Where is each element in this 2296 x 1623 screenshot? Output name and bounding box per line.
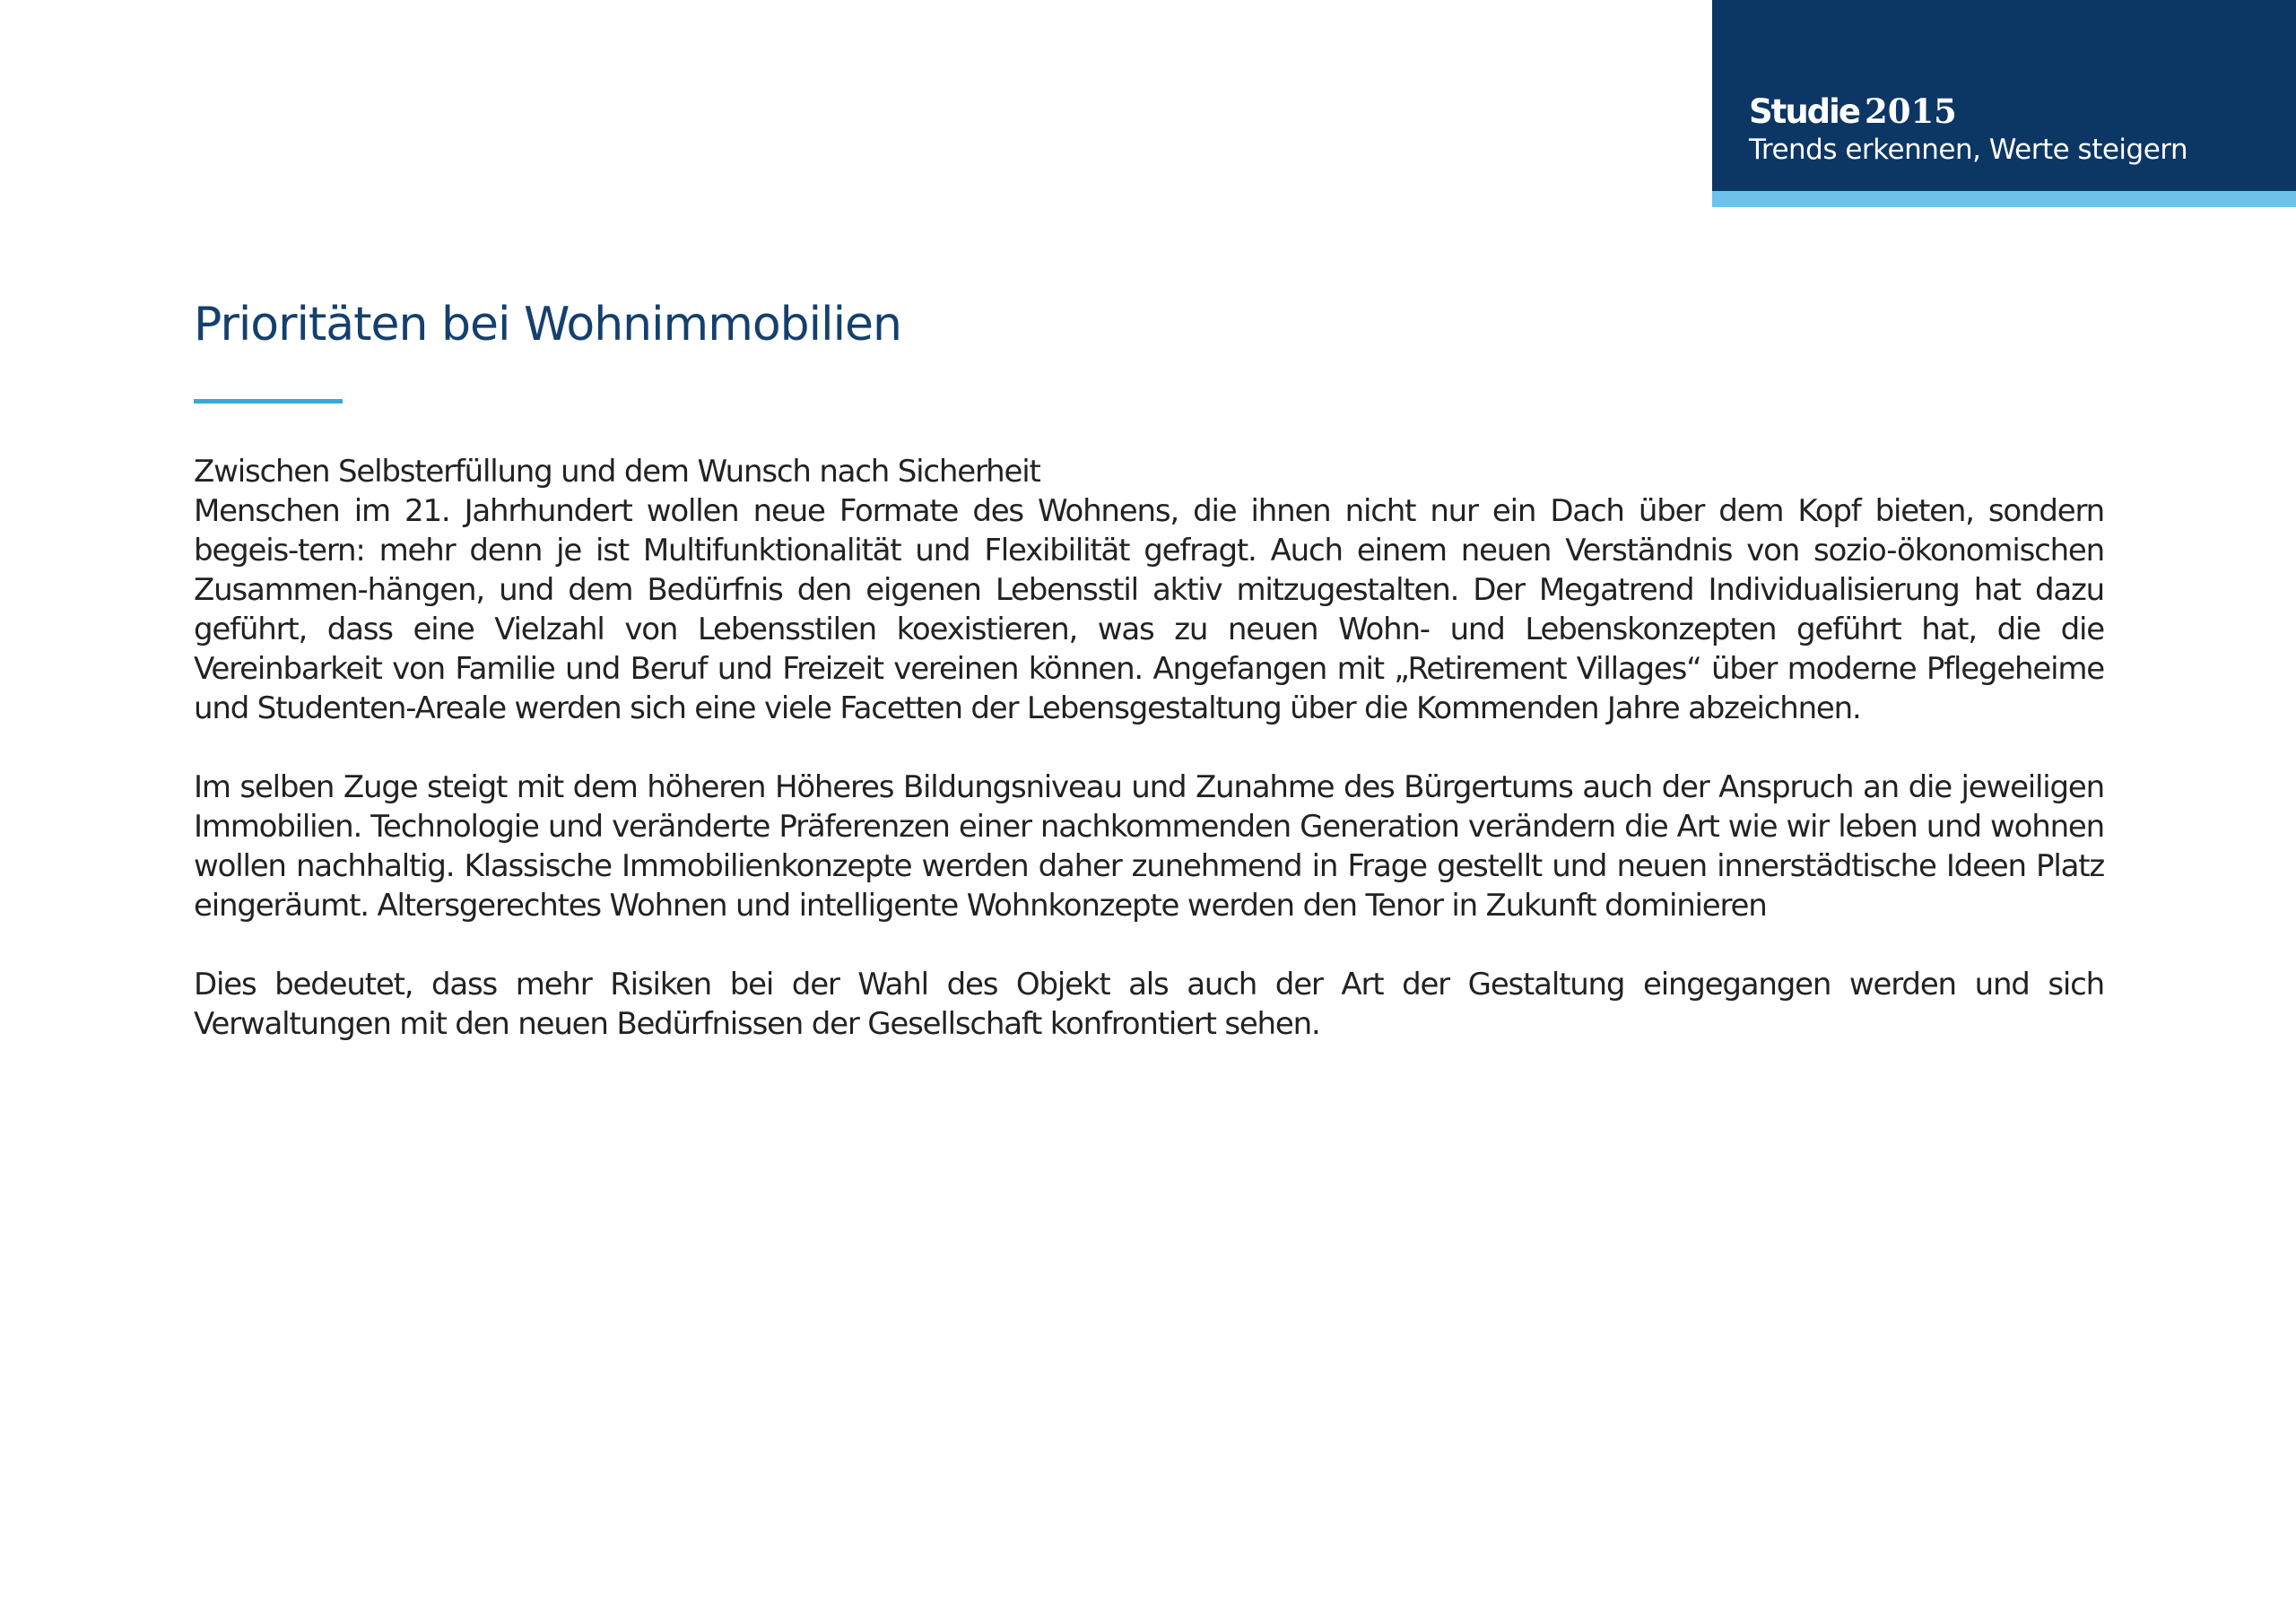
paragraph-3: Dies bedeutet, dass mehr Risiken bei der Wahl des Objekt als auch der Art der Gestaltung eingegangen werden und sich Verwaltungen mit den neuen Bedürfnissen der Gesellschaft konfrontiert sehen.	[194, 967, 2104, 1042]
study-year: 2015	[1864, 91, 1957, 131]
study-word: Studie	[1749, 92, 1859, 131]
page-title: Prioritäten bei Wohnimmobilien	[194, 298, 901, 352]
title-underline	[194, 399, 343, 404]
body-text	[194, 452, 2104, 1044]
section-subheading: Zwischen Selbsterfüllung und dem Wunsch nach Sicherheit	[194, 454, 1040, 490]
paragraph-1: Menschen im 21. Jahrhundert wollen neue Formate des Wohnens, die ihnen nicht nur ein Dach über dem Kopf bieten, sondern begeis-tern: mehr denn je ist Multifunktionalität und Flexibilität gefragt. Auch einem neuen Verständnis von sozio-ökonomischen Zusammen-hängen, und dem Bedürfnis den eigenen Lebensstil aktiv mitzugestalten. Der Megatrend Individualisierung hat dazu geführt, dass eine Vielzahl von Lebensstilen koexistieren, was zu neuen Wohn- und Lebenskonzepten geführt hat, die die Vereinbarkeit von Familie und Beruf und Freizeit vereinen können. Angefangen mit „Retirement Villages“ über moderne Pflegeheime und Studenten-Areale werden sich eine viele Facetten der Lebensgestaltung über die Kommenden Jahre abzeichnen.	[194, 493, 2104, 726]
paragraph-2: Im selben Zuge steigt mit dem höheren Höheres Bildungsniveau und Zunahme des Bürgertums auch der Anspruch an die jeweiligen Immobilien. Technologie und veränderte Präferenzen einer nachkommenden Generation verändern die Art wie wir leben und wohnen wollen nachhaltig. Klassische Immobilienkonzepte werden daher zunehmend in Frage gestellt und neuen innerstädtische Ideen Platz eingeräumt. Altersgerechtes Wohnen und intelligente Wohnkonzepte werden den Tenor in Zukunft dominieren	[194, 769, 2104, 924]
header-accent-stripe	[1712, 191, 2296, 207]
study-label	[1749, 90, 1957, 134]
header-tagline: Trends erkennen, Werte steigern	[1749, 134, 2188, 166]
